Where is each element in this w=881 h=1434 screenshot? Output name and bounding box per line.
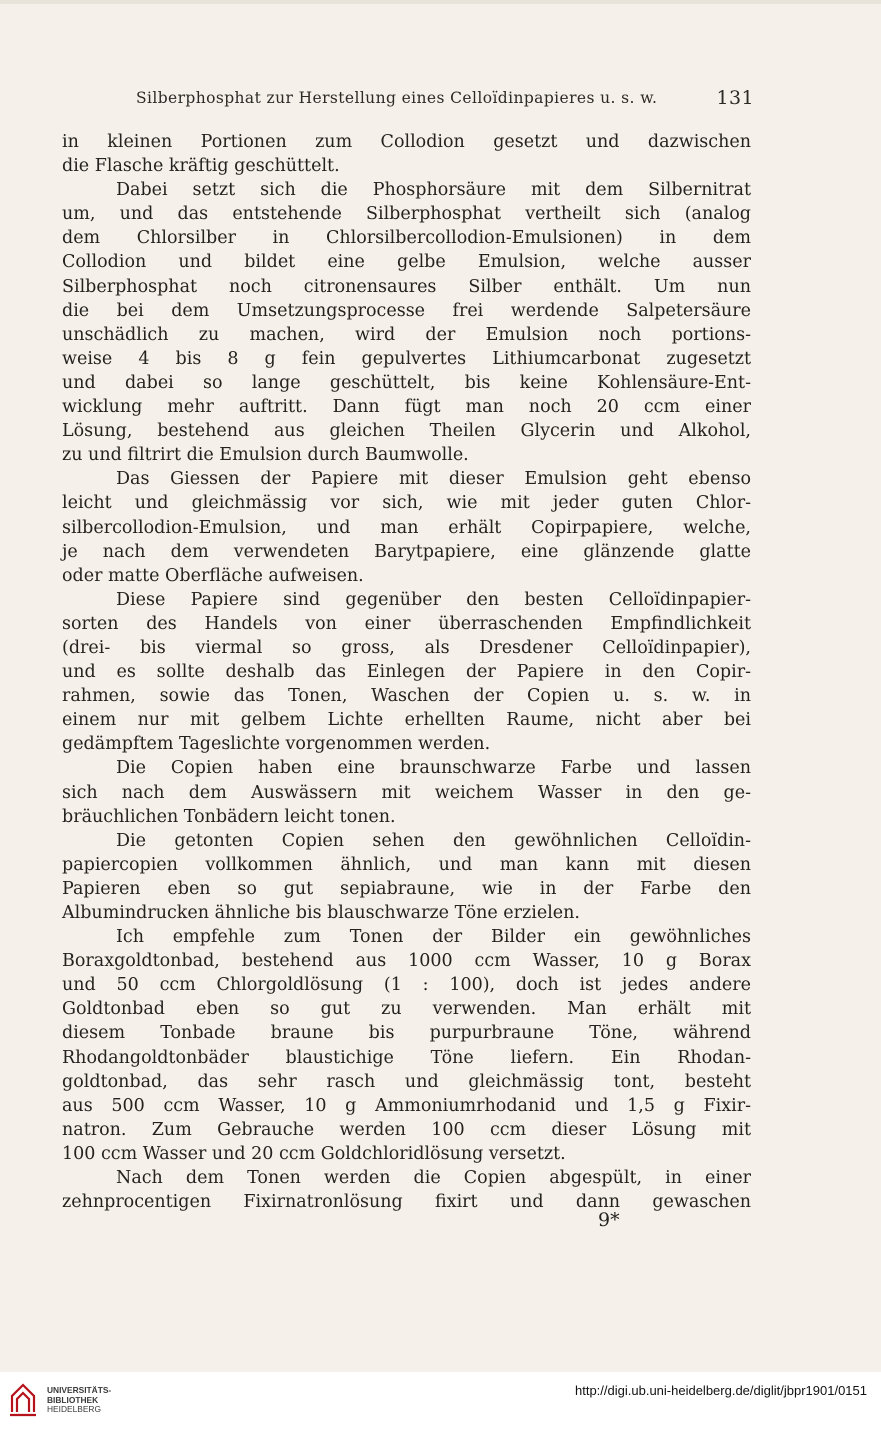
text-line: aus 500 ccm Wasser, 10 g Ammoniumrhodanid und 1,5 g Fixir- bbox=[62, 1095, 751, 1116]
body-text bbox=[62, 130, 751, 1214]
text-line: Papieren eben so gut sepiabraune, wie in der Farbe den bbox=[62, 878, 751, 899]
logo-line: HEIDELBERG bbox=[47, 1404, 101, 1415]
footer-bar bbox=[0, 1372, 881, 1434]
logo-line: BIBLIOTHEK bbox=[47, 1394, 99, 1405]
text-line: zehnprocentigen Fixirnatronlösung fixirt und dann gewaschen bbox=[62, 1192, 751, 1213]
text-line: die Flasche kräftig geschüttelt. bbox=[62, 156, 340, 177]
text-line: natron. Zum Gebrauche werden 100 ccm dieser Lösung mit bbox=[62, 1119, 751, 1140]
text-line: Goldtonbad eben so gut zu verwenden. Man erhält mit bbox=[62, 999, 751, 1020]
signature-mark: 9* bbox=[598, 1209, 620, 1231]
text-line: und dabei so lange geschüttelt, bis keine Kohlensäure-Ent- bbox=[62, 372, 751, 393]
page-number: 131 bbox=[716, 87, 754, 109]
text-line: wicklung mehr auftritt. Dann fügt man noch 20 ccm einer bbox=[62, 397, 751, 418]
text-line: Collodion und bildet eine gelbe Emulsion, welche ausser bbox=[62, 252, 751, 273]
text-line: Rhodangoldtonbäder blaustichige Töne liefern. Ein Rhodan- bbox=[62, 1047, 751, 1068]
text-line: zu und filtrirt die Emulsion durch Baumwolle. bbox=[62, 445, 469, 466]
text-line: je nach dem verwendeten Barytpapiere, eine glänzende glatte bbox=[62, 541, 751, 562]
text-line: leicht und gleichmässig vor sich, wie mit jeder guten Chlor- bbox=[62, 493, 751, 514]
text-line: die bei dem Umsetzungsprocesse frei werdende Salpetersäure bbox=[62, 300, 751, 321]
text-line: und es sollte deshalb das Einlegen der Papiere in den Copir- bbox=[62, 662, 751, 683]
text-line: sich nach dem Auswässern mit weichem Wasser in den ge- bbox=[62, 782, 751, 803]
text-line: Albumindrucken ähnliche bis blauschwarze Töne erzielen. bbox=[62, 903, 580, 923]
text-line: bräuchlichen Tonbädern leicht tonen. bbox=[62, 806, 396, 827]
text-line: Die Copien haben eine braunschwarze Farbe und lassen bbox=[116, 758, 751, 779]
text-line: rahmen, sowie das Tonen, Waschen der Copien u. s. w. in bbox=[62, 686, 751, 707]
text-line: in kleinen Portionen zum Collodion gesetzt und dazwischen bbox=[62, 132, 751, 152]
text-line: unschädlich zu machen, wird der Emulsion noch portions- bbox=[62, 324, 751, 345]
text-line: weise 4 bis 8 g fein gepulvertes Lithiumcarbonat zugesetzt bbox=[62, 348, 751, 369]
running-header bbox=[136, 89, 754, 113]
text-line: Nach dem Tonen werden die Copien abgespült, in einer bbox=[116, 1168, 751, 1189]
text-line: 100 ccm Wasser und 20 ccm Goldchloridlösung versetzt. bbox=[62, 1143, 566, 1164]
library-logo-icon bbox=[8, 1380, 38, 1418]
library-logo-text bbox=[47, 1386, 111, 1415]
text-line: und 50 ccm Chlorgoldlösung (1 : 100), doch ist jedes andere bbox=[62, 975, 751, 996]
text-line: sorten des Handels von einer überraschenden Empfindlichkeit bbox=[62, 613, 751, 634]
text-line: (drei- bis viermal so gross, als Dresdener Celloïdinpapier), bbox=[62, 637, 751, 658]
text-line: papiercopien vollkommen ähnlich, und man kann mit diesen bbox=[62, 854, 751, 875]
text-line: einem nur mit gelbem Lichte erhellten Raume, nicht aber bei bbox=[62, 710, 751, 731]
text-line: goldtonbad, das sehr rasch und gleichmässig tont, besteht bbox=[62, 1071, 751, 1092]
text-line: Boraxgoldtonbad, bestehend aus 1000 ccm Wasser, 10 g Borax bbox=[62, 951, 751, 972]
text-line: Die getonten Copien sehen den gewöhnlichen Celloïdin- bbox=[116, 830, 751, 851]
permalink-url[interactable]: http://digi.ub.uni-heidelberg.de/diglit/jbpr1901/0151 bbox=[575, 1383, 867, 1398]
text-line: Lösung, bestehend aus gleichen Theilen Glycerin und Alkohol, bbox=[62, 421, 751, 442]
text-line: Ich empfehle zum Tonen der Bilder ein gewöhnliches bbox=[116, 927, 751, 948]
text-line: dem Chlorsilber in Chlorsilbercollodion-Emulsionen) in dem bbox=[62, 228, 751, 249]
text-line: silbercollodion-Emulsion, und man erhält Copirpapiere, welche, bbox=[62, 517, 751, 538]
logo-line: UNIVERSITÄTS- bbox=[47, 1385, 112, 1395]
text-line: diesem Tonbade braune bis purpurbraune Töne, während bbox=[62, 1023, 751, 1044]
text-line: Das Giessen der Papiere mit dieser Emulsion geht ebenso bbox=[116, 469, 751, 490]
text-line: oder matte Oberfläche aufweisen. bbox=[62, 565, 364, 586]
text-line: Silberphosphat noch citronensaures Silber enthält. Um nun bbox=[62, 276, 751, 297]
running-title: Silberphosphat zur Herstellung eines Celloïdinpapieres u. s. w. bbox=[136, 89, 658, 107]
text-line: gedämpftem Tageslichte vorgenommen werden. bbox=[62, 734, 491, 755]
text-line: um, und das entstehende Silberphosphat vertheilt sich (analog bbox=[62, 204, 751, 225]
text-line: Diese Papiere sind gegenüber den besten Celloïdinpapier- bbox=[116, 589, 751, 610]
text-line: Dabei setzt sich die Phosphorsäure mit dem Silbernitrat bbox=[116, 180, 751, 201]
scan-edge bbox=[0, 0, 881, 4]
